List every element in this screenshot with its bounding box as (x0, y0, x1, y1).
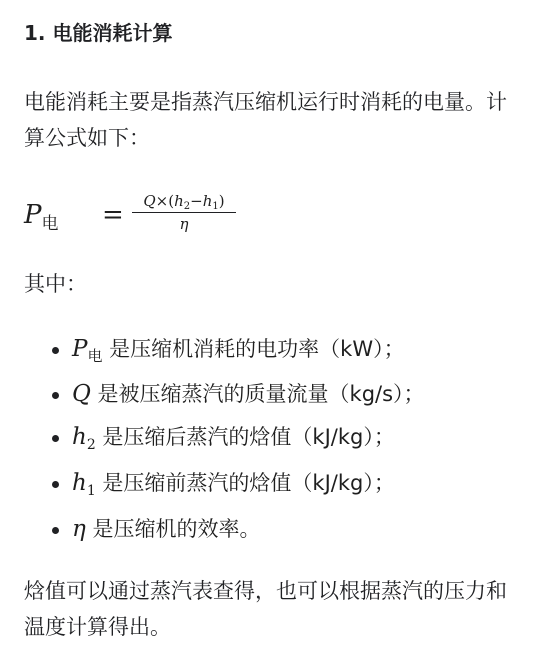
symbol-subscript: 1 (86, 483, 96, 499)
formula-numerator (132, 192, 236, 213)
list-item (24, 416, 517, 462)
numerator-h1: h (202, 192, 213, 210)
numerator-h1-sub: 1 (212, 201, 219, 212)
symbol-subscript: 2 (86, 437, 96, 453)
symbol-letter: h (72, 424, 87, 450)
symbol-subscript: 电 (87, 347, 103, 365)
bullet-dot (52, 527, 59, 534)
variable-symbol (72, 516, 86, 542)
bullet-dot (52, 435, 59, 442)
numerator-times: ×( (155, 192, 175, 210)
section-heading: 1. 电能消耗计算 (24, 21, 173, 45)
power-formula (24, 192, 517, 248)
closing-paragraph: 焓值可以通过蒸汽表查得，也可以根据蒸汽的压力和温度计算得出。 (24, 579, 507, 639)
variable-description: 是被压缩蒸汽的质量流量（kg/s）； (90, 382, 425, 406)
numerator-h2: h (174, 192, 184, 210)
bullet-dot (52, 347, 59, 354)
symbol-letter: h (72, 470, 87, 496)
formula-fraction (132, 192, 236, 233)
variable-description: 是压缩后蒸汽的焓值（kJ/kg）； (95, 425, 395, 449)
variable-symbol (72, 381, 91, 407)
variable-list (24, 328, 517, 551)
list-item (24, 373, 517, 416)
symbol-letter: P (72, 336, 88, 362)
variable-symbol (72, 336, 103, 365)
formula-equals: = (102, 200, 124, 230)
variable-symbol (72, 424, 96, 453)
numerator-close: ) (218, 192, 225, 210)
list-item (24, 508, 517, 551)
variable-symbol (72, 470, 96, 499)
formula-lhs (24, 200, 59, 234)
list-item (24, 462, 517, 508)
variable-description: 是压缩机的效率。 (85, 517, 261, 541)
variable-description: 是压缩前蒸汽的焓值（kJ/kg）； (95, 471, 395, 495)
symbol-letter: η (72, 516, 86, 542)
where-label: 其中： (24, 272, 87, 296)
numerator-minus: − (190, 192, 203, 210)
formula-lhs-subscript: 电 (41, 214, 59, 234)
list-item (24, 328, 517, 373)
variable-description: 是压缩机消耗的电功率（kW）； (102, 337, 405, 361)
intro-paragraph: 电能消耗主要是指蒸汽压缩机运行时消耗的电量。计算公式如下： (24, 90, 507, 150)
bullet-dot (52, 481, 59, 488)
numerator-h2-sub: 2 (183, 201, 191, 212)
formula-denominator: η (179, 215, 189, 233)
symbol-letter: Q (72, 381, 91, 407)
bullet-dot (52, 392, 59, 399)
formula-lhs-symbol: P (24, 200, 42, 230)
numerator-q: Q (143, 192, 156, 210)
